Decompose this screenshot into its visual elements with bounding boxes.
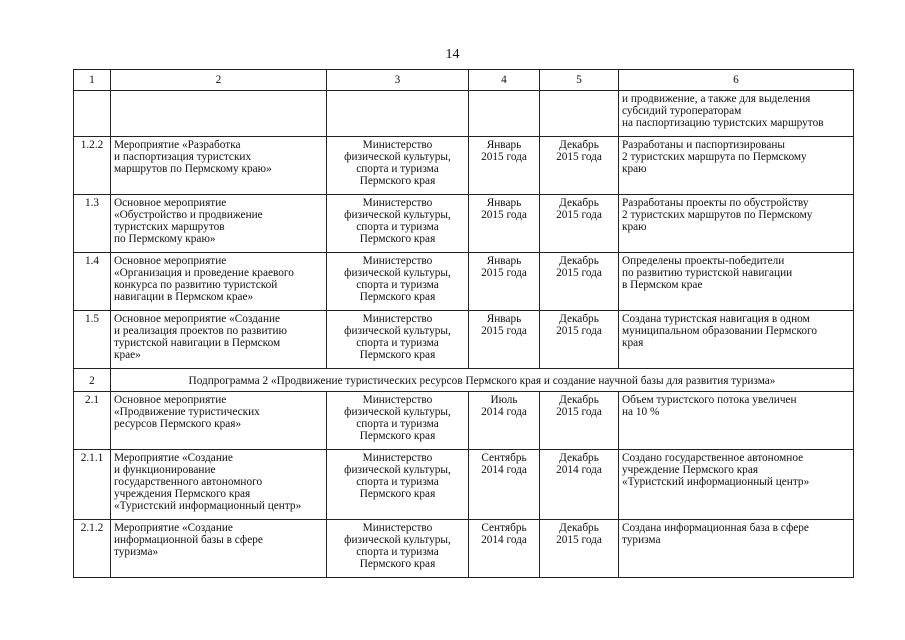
executor: Министерство физической культуры, спорта и туризма Пермского края — [327, 137, 469, 195]
start-date: Январь 2015 года — [469, 253, 540, 311]
column-header: 2 — [111, 70, 327, 91]
activity-name: Основное мероприятие «Обустройство и продвижение туристских маршрутов по Пермскому краю» — [111, 195, 327, 253]
column-header: 6 — [619, 70, 854, 91]
column-number-row — [74, 70, 854, 91]
executor: Министерство физической культуры, спорта и туризма Пермского края — [327, 311, 469, 369]
expected-result: Создана информационная база в сфере туризма — [619, 520, 854, 578]
row-number: 1.5 — [74, 311, 111, 369]
end-date — [540, 91, 619, 137]
executor — [327, 91, 469, 137]
row-number: 2.1 — [74, 392, 111, 450]
end-date: Декабрь 2015 года — [540, 195, 619, 253]
expected-result: Разработаны проекты по обустройству 2 туристских маршрутов по Пермскому краю — [619, 195, 854, 253]
activity-name: Основное мероприятие «Организация и проведение краевого конкурса по развитию туристской навигации в Пермском крае» — [111, 253, 327, 311]
column-header: 4 — [469, 70, 540, 91]
row-number — [74, 91, 111, 137]
executor: Министерство физической культуры, спорта и туризма Пермского края — [327, 450, 469, 520]
start-date: Январь 2015 года — [469, 137, 540, 195]
table-row — [74, 91, 854, 137]
program-table — [73, 69, 854, 578]
end-date: Декабрь 2014 года — [540, 450, 619, 520]
end-date: Декабрь 2015 года — [540, 392, 619, 450]
table-row — [74, 392, 854, 450]
executor: Министерство физической культуры, спорта и туризма Пермского края — [327, 392, 469, 450]
activity-name: Мероприятие «Создание информационной базы в сфере туризма» — [111, 520, 327, 578]
table-row — [74, 253, 854, 311]
expected-result: Создана туристская навигация в одном муниципальном образовании Пермского края — [619, 311, 854, 369]
activity-name — [111, 91, 327, 137]
start-date — [469, 91, 540, 137]
start-date: Январь 2015 года — [469, 195, 540, 253]
end-date: Декабрь 2015 года — [540, 253, 619, 311]
activity-name: Мероприятие «Создание и функционирование государственного автономного учреждения Пермского края «Туристский информационный центр» — [111, 450, 327, 520]
executor: Министерство физической культуры, спорта и туризма Пермского края — [327, 520, 469, 578]
row-number: 1.4 — [74, 253, 111, 311]
expected-result: и продвижение, а также для выделения субсидий туроператорам на паспортизацию туристских маршрутов — [619, 91, 854, 137]
expected-result: Определены проекты-победители по развитию туристской навигации в Пермском крае — [619, 253, 854, 311]
row-number: 1.2.2 — [74, 137, 111, 195]
expected-result: Разработаны и паспортизированы 2 туристских маршрута по Пермскому краю — [619, 137, 854, 195]
activity-name: Основное мероприятие «Создание и реализация проектов по развитию туристской навигации в Пермском крае» — [111, 311, 327, 369]
table-row — [74, 311, 854, 369]
end-date: Декабрь 2015 года — [540, 311, 619, 369]
row-number: 1.3 — [74, 195, 111, 253]
expected-result: Создано государственное автономное учреждение Пермского края «Туристский информационный центр» — [619, 450, 854, 520]
page-number: 14 — [445, 47, 460, 62]
start-date: Сентябрь 2014 года — [469, 520, 540, 578]
column-header: 3 — [327, 70, 469, 91]
row-number: 2 — [74, 369, 111, 392]
activity-name: Основное мероприятие «Продвижение туристических ресурсов Пермского края» — [111, 392, 327, 450]
start-date: Январь 2015 года — [469, 311, 540, 369]
subprogram-title: Подпрограмма 2 «Продвижение туристических ресурсов Пермского края и создание научной базы для развития туризма» — [111, 369, 854, 392]
column-header: 1 — [74, 70, 111, 91]
start-date: Июль 2014 года — [469, 392, 540, 450]
end-date: Декабрь 2015 года — [540, 137, 619, 195]
column-header: 5 — [540, 70, 619, 91]
row-number: 2.1.2 — [74, 520, 111, 578]
executor: Министерство физической культуры, спорта и туризма Пермского края — [327, 195, 469, 253]
table-row — [74, 195, 854, 253]
executor: Министерство физической культуры, спорта и туризма Пермского края — [327, 253, 469, 311]
end-date: Декабрь 2015 года — [540, 520, 619, 578]
subprogram-row — [74, 369, 854, 392]
row-number: 2.1.1 — [74, 450, 111, 520]
start-date: Сентябрь 2014 года — [469, 450, 540, 520]
table-row — [74, 450, 854, 520]
expected-result: Объем туристского потока увеличен на 10 % — [619, 392, 854, 450]
activity-name: Мероприятие «Разработка и паспортизация туристских маршрутов по Пермскому краю» — [111, 137, 327, 195]
table-row — [74, 137, 854, 195]
table-row — [74, 520, 854, 578]
